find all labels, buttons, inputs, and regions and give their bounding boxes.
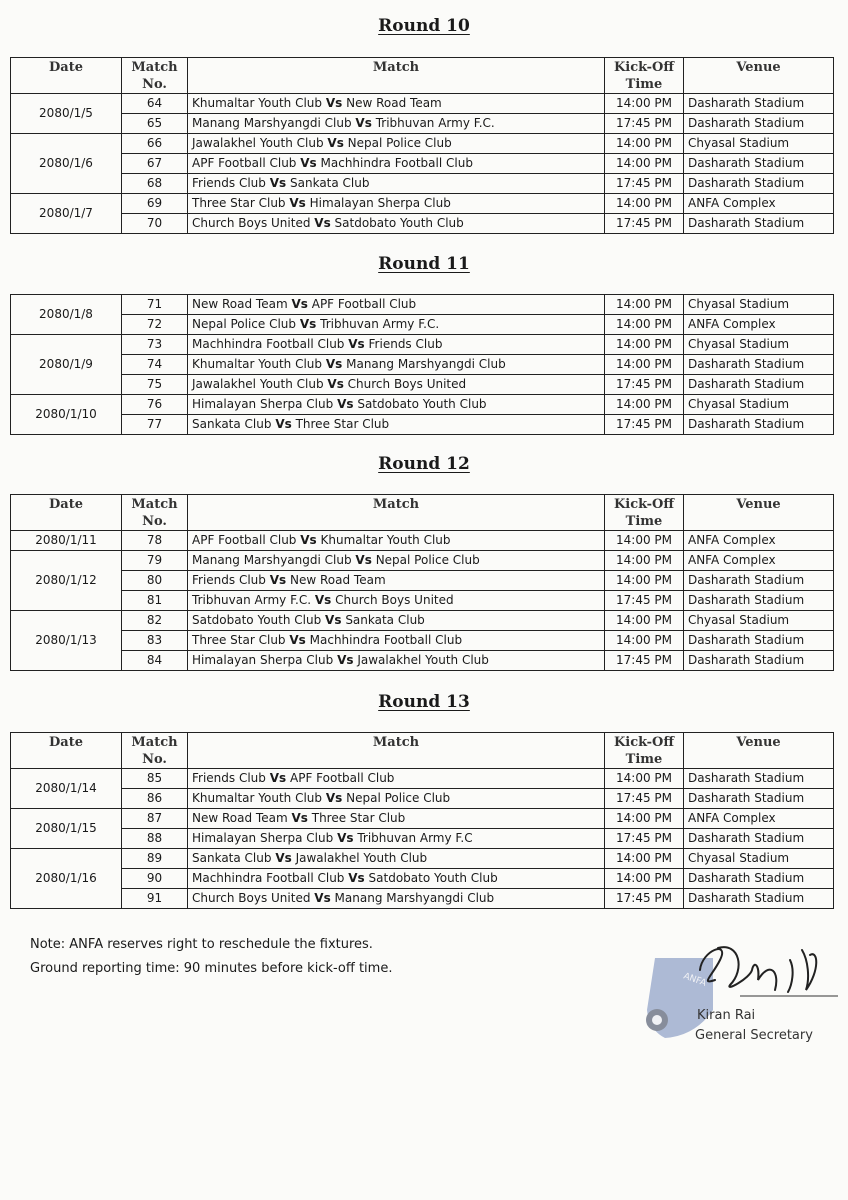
vs-label: Vs bbox=[289, 196, 306, 210]
venue: Chyasal Stadium bbox=[684, 395, 834, 415]
match-number: 91 bbox=[122, 889, 188, 909]
match-date: 2080/1/13 bbox=[11, 611, 122, 671]
header-kickoff-line1: Kick-Off bbox=[613, 60, 675, 75]
table-row bbox=[11, 315, 834, 335]
header-kickoff bbox=[605, 58, 684, 94]
home-team: New Road Team bbox=[192, 811, 288, 825]
match-pairing bbox=[188, 415, 605, 435]
table-row bbox=[11, 551, 834, 571]
away-team: APF Football Club bbox=[311, 297, 417, 311]
table-row bbox=[11, 631, 834, 651]
vs-label: Vs bbox=[314, 891, 331, 905]
match-number: 81 bbox=[122, 591, 188, 611]
table-row bbox=[11, 651, 834, 671]
away-team: Sankata Club bbox=[345, 613, 425, 627]
match-number: 69 bbox=[122, 194, 188, 214]
header-row bbox=[11, 495, 834, 531]
header-kickoff bbox=[605, 733, 684, 769]
match-pairing bbox=[188, 809, 605, 829]
venue: Dasharath Stadium bbox=[684, 789, 834, 809]
match-number: 87 bbox=[122, 809, 188, 829]
home-team: Tribhuvan Army F.C. bbox=[192, 593, 312, 607]
header-kickoff-line2: Time bbox=[625, 752, 663, 767]
match-number: 82 bbox=[122, 611, 188, 631]
match-pairing bbox=[188, 375, 605, 395]
kickoff-time: 17:45 PM bbox=[605, 651, 684, 671]
round-10-title: Round 10 bbox=[378, 16, 470, 36]
note-reporting-time: Ground reporting time: 90 minutes before kick-off time. bbox=[30, 961, 393, 976]
home-team: Friends Club bbox=[192, 573, 266, 587]
header-match-no-line1: Match bbox=[131, 735, 178, 750]
match-date: 2080/1/6 bbox=[11, 134, 122, 194]
venue: Dasharath Stadium bbox=[684, 769, 834, 789]
home-team: Himalayan Sherpa Club bbox=[192, 653, 334, 667]
away-team: New Road Team bbox=[346, 96, 442, 110]
match-pairing bbox=[188, 889, 605, 909]
match-pairing bbox=[188, 134, 605, 154]
vs-label: Vs bbox=[355, 116, 372, 130]
home-team: Sankata Club bbox=[192, 851, 272, 865]
vs-label: Vs bbox=[325, 357, 343, 371]
match-number: 64 bbox=[122, 94, 188, 114]
venue: Dasharath Stadium bbox=[684, 631, 834, 651]
away-team: Three Star Club bbox=[295, 417, 390, 431]
vs-label: Vs bbox=[291, 811, 308, 825]
kickoff-time: 17:45 PM bbox=[605, 415, 684, 435]
match-pairing bbox=[188, 631, 605, 651]
away-team: Church Boys United bbox=[335, 593, 454, 607]
away-team: Nepal Police Club bbox=[375, 553, 480, 567]
vs-label: Vs bbox=[327, 377, 344, 391]
round-11-table bbox=[10, 294, 834, 435]
venue: ANFA Complex bbox=[684, 315, 834, 335]
venue: Dasharath Stadium bbox=[684, 591, 834, 611]
home-team: Sankata Club bbox=[192, 417, 272, 431]
vs-label: Vs bbox=[327, 136, 344, 150]
home-team: Khumaltar Youth Club bbox=[192, 791, 323, 805]
match-date: 2080/1/7 bbox=[11, 194, 122, 234]
home-team: Himalayan Sherpa Club bbox=[192, 831, 334, 845]
table-row bbox=[11, 829, 834, 849]
home-team: Himalayan Sherpa Club bbox=[192, 397, 334, 411]
match-number: 83 bbox=[122, 631, 188, 651]
vs-label: Vs bbox=[348, 871, 365, 885]
away-team: Manang Marshyangdi Club bbox=[346, 357, 506, 371]
vs-label: Vs bbox=[325, 791, 343, 805]
kickoff-time: 14:00 PM bbox=[605, 194, 684, 214]
away-team: Satdobato Youth Club bbox=[357, 397, 487, 411]
header-date: Date bbox=[11, 733, 122, 769]
table-row bbox=[11, 769, 834, 789]
match-pairing bbox=[188, 315, 605, 335]
match-pairing bbox=[188, 214, 605, 234]
vs-label: Vs bbox=[355, 553, 372, 567]
header-match-no-line1: Match bbox=[131, 497, 178, 512]
home-team: Machhindra Football Club bbox=[192, 337, 345, 351]
header-kickoff-line1: Kick-Off bbox=[613, 735, 675, 750]
match-number: 78 bbox=[122, 531, 188, 551]
kickoff-time: 14:00 PM bbox=[605, 869, 684, 889]
table-row bbox=[11, 869, 834, 889]
kickoff-time: 14:00 PM bbox=[605, 335, 684, 355]
table-row bbox=[11, 154, 834, 174]
vs-label: Vs bbox=[325, 96, 343, 110]
vs-label: Vs bbox=[348, 337, 365, 351]
kickoff-time: 17:45 PM bbox=[605, 789, 684, 809]
match-date: 2080/1/15 bbox=[11, 809, 122, 849]
home-team: New Road Team bbox=[192, 297, 288, 311]
header-kickoff-line2: Time bbox=[625, 514, 663, 529]
away-team: Tribhuvan Army F.C. bbox=[375, 116, 495, 130]
signature-block bbox=[635, 930, 835, 1050]
round-12-title: Round 12 bbox=[378, 454, 470, 474]
table-row bbox=[11, 214, 834, 234]
kickoff-time: 14:00 PM bbox=[605, 571, 684, 591]
table-row bbox=[11, 849, 834, 869]
venue: ANFA Complex bbox=[684, 551, 834, 571]
table-row bbox=[11, 395, 834, 415]
venue: Chyasal Stadium bbox=[684, 134, 834, 154]
match-number: 68 bbox=[122, 174, 188, 194]
away-team: Satdobato Youth Club bbox=[334, 216, 464, 230]
match-date: 2080/1/11 bbox=[11, 531, 122, 551]
table-row bbox=[11, 531, 834, 551]
kickoff-time: 17:45 PM bbox=[605, 829, 684, 849]
away-team: APF Football Club bbox=[290, 771, 395, 785]
venue: ANFA Complex bbox=[684, 194, 834, 214]
vs-label: Vs bbox=[269, 176, 287, 190]
table-row bbox=[11, 591, 834, 611]
kickoff-time: 14:00 PM bbox=[605, 551, 684, 571]
home-team: Church Boys United bbox=[192, 216, 311, 230]
header-kickoff-line2: Time bbox=[625, 77, 663, 92]
match-date: 2080/1/10 bbox=[11, 395, 122, 435]
venue: Chyasal Stadium bbox=[684, 295, 834, 315]
kickoff-time: 14:00 PM bbox=[605, 395, 684, 415]
venue: Dasharath Stadium bbox=[684, 571, 834, 591]
match-number: 85 bbox=[122, 769, 188, 789]
kickoff-time: 14:00 PM bbox=[605, 134, 684, 154]
match-pairing bbox=[188, 174, 605, 194]
venue: Dasharath Stadium bbox=[684, 889, 834, 909]
header-date: Date bbox=[11, 495, 122, 531]
match-pairing bbox=[188, 651, 605, 671]
match-pairing bbox=[188, 869, 605, 889]
round-12-table bbox=[10, 494, 834, 671]
round-11-title: Round 11 bbox=[378, 254, 470, 274]
header-row bbox=[11, 58, 834, 94]
away-team: Tribhuvan Army F.C bbox=[357, 831, 473, 845]
round-13-table bbox=[10, 732, 834, 909]
home-team: Machhindra Football Club bbox=[192, 871, 345, 885]
kickoff-time: 14:00 PM bbox=[605, 355, 684, 375]
home-team: Jawalakhel Youth Club bbox=[192, 377, 324, 391]
match-number: 66 bbox=[122, 134, 188, 154]
home-team: Friends Club bbox=[192, 176, 266, 190]
home-team: Manang Marshyangdi Club bbox=[192, 116, 352, 130]
match-pairing bbox=[188, 154, 605, 174]
away-team: Tribhuvan Army F.C. bbox=[320, 317, 440, 331]
table-row bbox=[11, 375, 834, 395]
home-team: Friends Club bbox=[192, 771, 266, 785]
match-pairing bbox=[188, 591, 605, 611]
match-pairing bbox=[188, 829, 605, 849]
away-team: Nepal Police Club bbox=[346, 791, 451, 805]
kickoff-time: 14:00 PM bbox=[605, 531, 684, 551]
kickoff-time: 14:00 PM bbox=[605, 611, 684, 631]
table-row bbox=[11, 194, 834, 214]
header-match: Match bbox=[188, 733, 605, 769]
venue: ANFA Complex bbox=[684, 809, 834, 829]
header-match-no-line1: Match bbox=[131, 60, 178, 75]
table-row bbox=[11, 355, 834, 375]
table-row bbox=[11, 114, 834, 134]
home-team: Khumaltar Youth Club bbox=[192, 96, 323, 110]
vs-label: Vs bbox=[275, 851, 292, 865]
match-number: 86 bbox=[122, 789, 188, 809]
table-row bbox=[11, 809, 834, 829]
home-team: Three Star Club bbox=[192, 633, 286, 647]
vs-label: Vs bbox=[291, 297, 308, 311]
home-team: Satdobato Youth Club bbox=[192, 613, 322, 627]
venue: Dasharath Stadium bbox=[684, 154, 834, 174]
home-team: APF Football Club bbox=[192, 156, 297, 170]
match-pairing bbox=[188, 571, 605, 591]
match-pairing bbox=[188, 395, 605, 415]
header-match-no bbox=[122, 733, 188, 769]
kickoff-time: 17:45 PM bbox=[605, 889, 684, 909]
kickoff-time: 14:00 PM bbox=[605, 769, 684, 789]
match-pairing bbox=[188, 769, 605, 789]
venue: Dasharath Stadium bbox=[684, 375, 834, 395]
header-venue: Venue bbox=[684, 733, 834, 769]
kickoff-time: 17:45 PM bbox=[605, 591, 684, 611]
home-team: Church Boys United bbox=[192, 891, 311, 905]
match-pairing bbox=[188, 789, 605, 809]
handwritten-signature bbox=[690, 930, 840, 1005]
table-row bbox=[11, 415, 834, 435]
venue: Dasharath Stadium bbox=[684, 94, 834, 114]
table-row bbox=[11, 174, 834, 194]
match-date: 2080/1/16 bbox=[11, 849, 122, 909]
home-team: Khumaltar Youth Club bbox=[192, 357, 323, 371]
header-kickoff bbox=[605, 495, 684, 531]
vs-label: Vs bbox=[300, 156, 317, 170]
table-row bbox=[11, 889, 834, 909]
vs-label: Vs bbox=[325, 613, 342, 627]
away-team: Nepal Police Club bbox=[347, 136, 452, 150]
away-team: Jawalakhel Youth Club bbox=[295, 851, 428, 865]
venue: Dasharath Stadium bbox=[684, 829, 834, 849]
away-team: Three Star Club bbox=[311, 811, 406, 825]
venue: Dasharath Stadium bbox=[684, 415, 834, 435]
match-number: 89 bbox=[122, 849, 188, 869]
header-match-no bbox=[122, 495, 188, 531]
venue: Dasharath Stadium bbox=[684, 214, 834, 234]
table-row bbox=[11, 295, 834, 315]
header-match-no-line2: No. bbox=[142, 77, 167, 92]
vs-label: Vs bbox=[337, 397, 354, 411]
vs-label: Vs bbox=[314, 593, 332, 607]
header-venue: Venue bbox=[684, 58, 834, 94]
match-date: 2080/1/12 bbox=[11, 551, 122, 611]
header-match: Match bbox=[188, 495, 605, 531]
away-team: Church Boys United bbox=[347, 377, 467, 391]
match-date: 2080/1/8 bbox=[11, 295, 122, 335]
match-pairing bbox=[188, 295, 605, 315]
round-10-table bbox=[10, 57, 834, 234]
match-pairing bbox=[188, 114, 605, 134]
away-team: Jawalakhel Youth Club bbox=[357, 653, 489, 667]
away-team: Sankata Club bbox=[290, 176, 370, 190]
header-row bbox=[11, 733, 834, 769]
header-kickoff-line1: Kick-Off bbox=[613, 497, 675, 512]
svg-text:ANFA: ANFA bbox=[681, 971, 708, 989]
venue: Chyasal Stadium bbox=[684, 849, 834, 869]
match-number: 90 bbox=[122, 869, 188, 889]
away-team: Manang Marshyangdi Club bbox=[334, 891, 495, 905]
away-team: Khumaltar Youth Club bbox=[320, 533, 451, 547]
match-number: 84 bbox=[122, 651, 188, 671]
match-number: 74 bbox=[122, 355, 188, 375]
kickoff-time: 14:00 PM bbox=[605, 295, 684, 315]
match-number: 67 bbox=[122, 154, 188, 174]
table-row bbox=[11, 611, 834, 631]
kickoff-time: 14:00 PM bbox=[605, 849, 684, 869]
signatory-name: Kiran Rai bbox=[697, 1008, 756, 1023]
match-pairing bbox=[188, 194, 605, 214]
header-match-no-line2: No. bbox=[142, 752, 167, 767]
header-date: Date bbox=[11, 58, 122, 94]
header-match: Match bbox=[188, 58, 605, 94]
vs-label: Vs bbox=[289, 633, 306, 647]
kickoff-time: 17:45 PM bbox=[605, 114, 684, 134]
vs-label: Vs bbox=[300, 533, 317, 547]
home-team: Three Star Club bbox=[192, 196, 286, 210]
away-team: Machhindra Football Club bbox=[309, 633, 463, 647]
table-row bbox=[11, 571, 834, 591]
match-pairing bbox=[188, 355, 605, 375]
home-team: APF Football Club bbox=[192, 533, 297, 547]
away-team: Friends Club bbox=[368, 337, 443, 351]
table-row bbox=[11, 94, 834, 114]
match-pairing bbox=[188, 849, 605, 869]
venue: ANFA Complex bbox=[684, 531, 834, 551]
match-number: 77 bbox=[122, 415, 188, 435]
signatory-title: General Secretary bbox=[695, 1028, 813, 1043]
table-row bbox=[11, 134, 834, 154]
match-number: 72 bbox=[122, 315, 188, 335]
match-number: 79 bbox=[122, 551, 188, 571]
home-team: Manang Marshyangdi Club bbox=[192, 553, 352, 567]
venue: Dasharath Stadium bbox=[684, 114, 834, 134]
kickoff-time: 17:45 PM bbox=[605, 214, 684, 234]
venue: Chyasal Stadium bbox=[684, 335, 834, 355]
home-team: Jawalakhel Youth Club bbox=[192, 136, 324, 150]
vs-label: Vs bbox=[269, 573, 287, 587]
table-row bbox=[11, 335, 834, 355]
match-number: 80 bbox=[122, 571, 188, 591]
kickoff-time: 14:00 PM bbox=[605, 809, 684, 829]
match-pairing bbox=[188, 531, 605, 551]
match-number: 73 bbox=[122, 335, 188, 355]
match-date: 2080/1/14 bbox=[11, 769, 122, 809]
match-number: 88 bbox=[122, 829, 188, 849]
kickoff-time: 14:00 PM bbox=[605, 631, 684, 651]
match-number: 65 bbox=[122, 114, 188, 134]
home-team: Nepal Police Club bbox=[192, 317, 297, 331]
venue: Dasharath Stadium bbox=[684, 651, 834, 671]
venue: Dasharath Stadium bbox=[684, 174, 834, 194]
round-13-title: Round 13 bbox=[378, 692, 470, 712]
venue: Chyasal Stadium bbox=[684, 611, 834, 631]
kickoff-time: 14:00 PM bbox=[605, 315, 684, 335]
vs-label: Vs bbox=[314, 216, 331, 230]
match-number: 71 bbox=[122, 295, 188, 315]
header-match-no-line2: No. bbox=[142, 514, 167, 529]
kickoff-time: 14:00 PM bbox=[605, 154, 684, 174]
table-row bbox=[11, 789, 834, 809]
header-venue: Venue bbox=[684, 495, 834, 531]
away-team: Machhindra Football Club bbox=[320, 156, 473, 170]
kickoff-time: 14:00 PM bbox=[605, 94, 684, 114]
match-number: 76 bbox=[122, 395, 188, 415]
match-pairing bbox=[188, 611, 605, 631]
away-team: Satdobato Youth Club bbox=[368, 871, 498, 885]
vs-label: Vs bbox=[337, 653, 354, 667]
match-pairing bbox=[188, 335, 605, 355]
venue: Dasharath Stadium bbox=[684, 869, 834, 889]
venue: Dasharath Stadium bbox=[684, 355, 834, 375]
header-match-no bbox=[122, 58, 188, 94]
match-date: 2080/1/5 bbox=[11, 94, 122, 134]
match-date: 2080/1/9 bbox=[11, 335, 122, 395]
match-number: 70 bbox=[122, 214, 188, 234]
vs-label: Vs bbox=[337, 831, 354, 845]
kickoff-time: 17:45 PM bbox=[605, 174, 684, 194]
match-pairing bbox=[188, 94, 605, 114]
away-team: Himalayan Sherpa Club bbox=[309, 196, 451, 210]
kickoff-time: 17:45 PM bbox=[605, 375, 684, 395]
match-number: 75 bbox=[122, 375, 188, 395]
vs-label: Vs bbox=[269, 771, 287, 785]
match-pairing bbox=[188, 551, 605, 571]
away-team: New Road Team bbox=[290, 573, 386, 587]
note-reschedule: Note: ANFA reserves right to reschedule the fixtures. bbox=[30, 937, 373, 952]
vs-label: Vs bbox=[275, 417, 292, 431]
vs-label: Vs bbox=[299, 317, 317, 331]
